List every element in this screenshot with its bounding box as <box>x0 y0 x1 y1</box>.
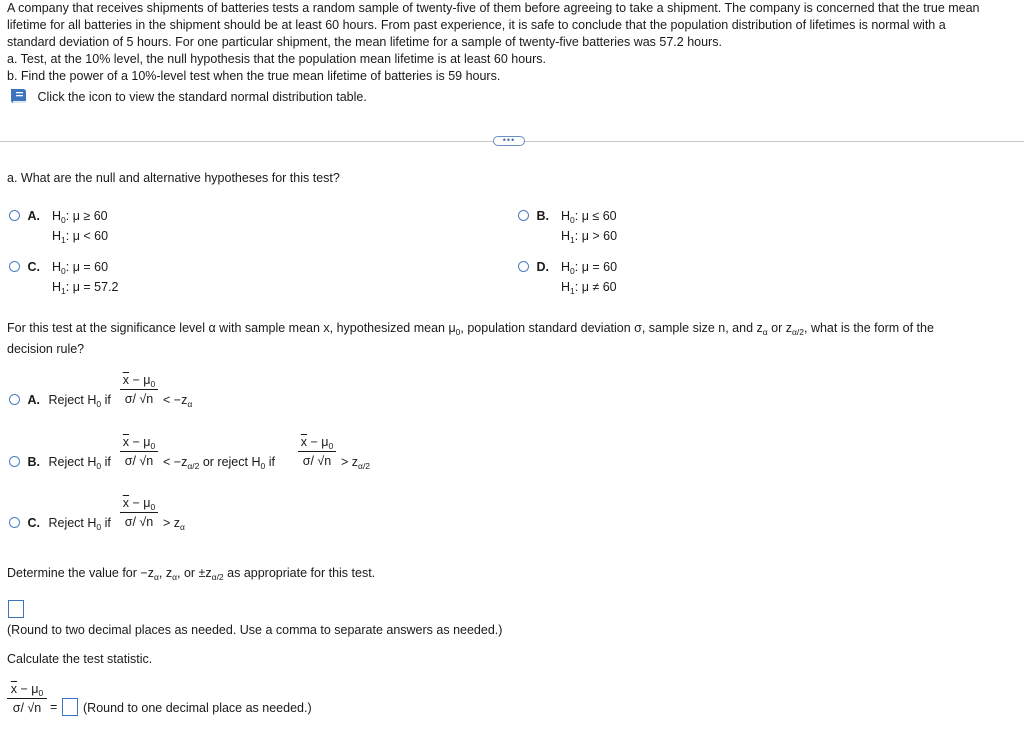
q4-fraction: $\overline{x} - \mu_0$ σ/ √n <box>7 682 47 716</box>
q1-option-c-h1: $H_1$: μ = 57.2 <box>52 280 119 296</box>
radio-button[interactable] <box>9 210 20 221</box>
equals-sign: = <box>50 700 58 714</box>
test-statistic-input[interactable] <box>62 698 78 716</box>
q1-option-a-h1: $H_1$: μ < 60 <box>52 229 109 245</box>
expand-button[interactable]: ••• <box>493 136 525 146</box>
q2-c-fraction: $\overline{x} - \mu_0$ σ/ √n <box>120 496 158 530</box>
q1-option-b-h0: $H_0$: μ ≤ 60 <box>561 209 617 225</box>
q1-option-b-h1: $H_1$: μ > 60 <box>561 229 618 245</box>
radio-button[interactable] <box>518 261 529 272</box>
q1-option-d-h0: $H_0$: μ = 60 <box>561 260 618 276</box>
critical-value-input[interactable] <box>8 600 24 618</box>
q2-a-relation: < $-z_\alpha$ <box>163 393 193 409</box>
q3-prompt: Determine the value for $-z_\alpha$, $z_\alpha$, or $\pm z_{\alpha/2}$ as appropriate for this test. <box>7 566 376 582</box>
radio-button[interactable] <box>518 210 529 221</box>
radio-button[interactable] <box>9 456 20 467</box>
book-icon[interactable] <box>8 86 30 106</box>
q1-prompt: a. What are the null and alternative hypotheses for this test? <box>7 171 340 185</box>
table-link-row[interactable] <box>8 86 367 106</box>
q2-option-a[interactable]: A. Reject $H_0$ if <box>9 393 111 407</box>
q4-hint: (Round to one decimal place as needed.) <box>83 701 312 715</box>
q1-option-b[interactable]: B. <box>518 209 549 223</box>
problem-line-2: lifetime for all batteries in the shipment should be at least 60 hours. From past experience, it is safe to conclude that the population distribution of lifetimes is normal with a <box>7 18 946 32</box>
q2-a-fraction: $\overline{x} - \mu_0$ σ/ √n <box>120 373 158 407</box>
q2-b-relation: < $-z_{\alpha/2}$ or reject $H_0$ if <box>163 455 275 471</box>
problem-part-b: b. Find the power of a 10%-level test when the true mean lifetime of batteries is 59 hours. <box>7 69 501 83</box>
q1-option-a[interactable]: A. <box>9 209 40 223</box>
q1-option-d[interactable]: D. <box>518 260 549 274</box>
q1-option-c[interactable]: C. <box>9 260 40 274</box>
q1-option-d-h1: $H_1$: μ ≠ 60 <box>561 280 617 296</box>
radio-button[interactable] <box>9 394 20 405</box>
q2-b-fraction-1: $\overline{x} - \mu_0$ σ/ √n <box>120 435 158 469</box>
q1-option-c-h0: $H_0$: μ = 60 <box>52 260 109 276</box>
q3-hint: (Round to two decimal places as needed. Use a comma to separate answers as needed.) <box>7 623 503 637</box>
q2-option-b[interactable]: B. Reject $H_0$ if <box>9 455 111 469</box>
table-link-text[interactable]: Click the icon to view the standard normal distribution table. <box>37 90 367 104</box>
problem-line-1: A company that receives shipments of batteries tests a random sample of twenty-five of them before agreeing to take a shipment. The company is concerned that the true mean <box>7 1 980 15</box>
q2-prompt: For this test at the significance level α with sample mean x, hypothesized mean $\mu_0$, population standard deviation σ, sample size n, and $z_\alpha$ or $z_{\alpha/2}$, what is the form of the <box>7 321 934 337</box>
q2-b-fraction-2: $\overline{x} - \mu_0$ σ/ √n <box>298 435 336 469</box>
q2-b-relation-2: > $z_{\alpha/2}$ <box>341 455 371 471</box>
problem-part-a: a. Test, at the 10% level, the null hypothesis that the population mean lifetime is at least 60 hours. <box>7 52 546 66</box>
q2-c-relation: > $z_\alpha$ <box>163 516 185 532</box>
q2-option-c[interactable]: C. Reject $H_0$ if <box>9 516 111 530</box>
q4-prompt: Calculate the test statistic. <box>7 652 153 666</box>
q2-prompt-line-2: decision rule? <box>7 342 85 356</box>
problem-line-3: standard deviation of 5 hours. For one particular shipment, the mean lifetime for a sample of twenty-five batteries was 57.2 hours. <box>7 35 722 49</box>
q1-option-a-h0: $H_0$: μ ≥ 60 <box>52 209 108 225</box>
radio-button[interactable] <box>9 261 20 272</box>
radio-button[interactable] <box>9 517 20 528</box>
